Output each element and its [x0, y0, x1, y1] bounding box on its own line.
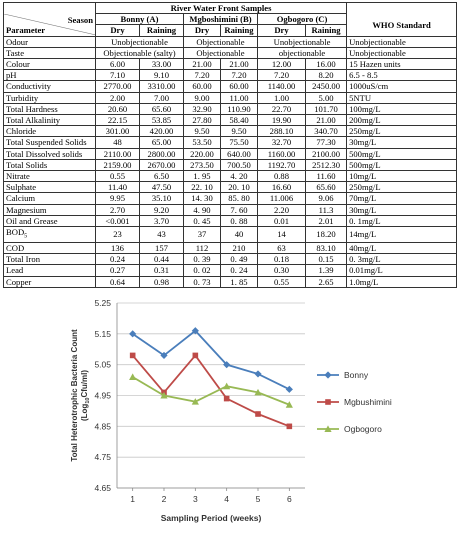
parameter-cell: Nitrate [4, 171, 96, 182]
parameter-cell: Calcium [4, 193, 96, 204]
value-cell: 420.00 [140, 126, 184, 137]
series-mgbushimini [130, 353, 292, 430]
value-cell: 8.20 [306, 70, 347, 81]
data-point-marker [255, 411, 261, 417]
value-cell: 3.70 [140, 215, 184, 226]
x-tick-label: 4 [224, 494, 230, 504]
value-cell: 6.50 [140, 171, 184, 182]
raining-header: Raining [221, 25, 258, 36]
y-axis-title-line1: Total Heterotrophic Bacteria Count [70, 329, 79, 462]
x-tick-label: 2 [161, 494, 167, 504]
value-cell: 11.60 [306, 171, 347, 182]
bacteria-count-chart [62, 297, 422, 533]
parameter-cell: Total Hardness [4, 103, 96, 114]
value-cell: 9.50 [221, 126, 258, 137]
site-header-c: Ogbogoro (C) [258, 14, 347, 25]
merged-value-cell: objectionable [258, 47, 347, 58]
value-cell: 2.70 [96, 204, 140, 215]
table-row [4, 92, 457, 103]
value-cell: 11.40 [96, 182, 140, 193]
value-cell: 110.90 [221, 103, 258, 114]
data-point-marker [254, 370, 261, 377]
value-cell: 75.50 [221, 137, 258, 148]
value-cell: 0. 45 [184, 215, 221, 226]
value-cell: 7.20 [258, 70, 306, 81]
value-cell: 32.70 [258, 137, 306, 148]
x-tick-label: 5 [255, 494, 261, 504]
x-tick-label: 3 [192, 494, 198, 504]
season-label: Season [67, 14, 93, 25]
value-cell: 0.55 [96, 171, 140, 182]
value-cell: 101.70 [306, 103, 347, 114]
parameter-cell: Taste [4, 47, 96, 58]
value-cell: 83.10 [306, 242, 347, 253]
value-cell: 0.55 [258, 276, 306, 287]
who-standard-cell: 30mg/L [347, 204, 457, 215]
parameter-cell: COD [4, 242, 96, 253]
who-standard-cell: 1.0mg/L [347, 276, 457, 287]
data-point-marker [129, 373, 136, 380]
value-cell: 9.00 [184, 92, 221, 103]
table-row [4, 227, 457, 243]
who-standard-cell: 1000uS/cm [347, 81, 457, 92]
value-cell: 14. 30 [184, 193, 221, 204]
table-row [4, 81, 457, 92]
value-cell: 19.90 [258, 115, 306, 126]
legend-label: Ogbogoro [344, 424, 382, 434]
value-cell: 65.00 [140, 137, 184, 148]
value-cell: 0.64 [96, 276, 140, 287]
site-header-b: Mgboshimini (B) [184, 14, 258, 25]
parameter-cell: Total Alkalinity [4, 115, 96, 126]
who-standard-cell: 70mg/L [347, 193, 457, 204]
value-cell: 6.00 [96, 59, 140, 70]
value-cell: 37 [184, 227, 221, 243]
value-cell: 22.70 [258, 103, 306, 114]
value-cell: 2770.00 [96, 81, 140, 92]
who-standard-header: WHO Standard [347, 14, 457, 36]
value-cell: 53.85 [140, 115, 184, 126]
table-row [4, 242, 457, 253]
value-cell: 60.00 [184, 81, 221, 92]
value-cell: 640.00 [221, 148, 258, 159]
value-cell: 288.10 [258, 126, 306, 137]
raining-header: Raining [140, 25, 184, 36]
series-line [133, 377, 290, 405]
chart-svg [62, 297, 422, 533]
value-cell: 40 [221, 227, 258, 243]
dry-header: Dry [184, 25, 221, 36]
value-cell: 4. 20 [221, 171, 258, 182]
data-point-marker [224, 396, 230, 402]
value-cell: 0.01 [258, 215, 306, 226]
parameter-label: Parameter [6, 25, 46, 36]
value-cell: 7.20 [221, 70, 258, 81]
merged-value-cell: Objectionable [184, 47, 258, 58]
value-cell: 21.00 [306, 115, 347, 126]
value-cell: 32.90 [184, 103, 221, 114]
parameter-cell: pH [4, 70, 96, 81]
table-row [4, 254, 457, 265]
x-tick-label: 1 [130, 494, 136, 504]
value-cell: 1160.00 [258, 148, 306, 159]
value-cell: 23 [96, 227, 140, 243]
value-cell: 1.39 [306, 265, 347, 276]
parameter-cell: Turbidity [4, 92, 96, 103]
table-title: River Water Front Samples [96, 3, 347, 14]
parameter-cell: Oil and Grease [4, 215, 96, 226]
value-cell: 20. 10 [221, 182, 258, 193]
who-standard-cell: Unobjectionable [347, 36, 457, 47]
who-standard-cell: 200mg/L [347, 115, 457, 126]
legend-swatch-marker [324, 371, 331, 378]
table-row [4, 193, 457, 204]
value-cell: 2.01 [306, 215, 347, 226]
value-cell: 700.50 [221, 159, 258, 170]
value-cell: 2110.00 [96, 148, 140, 159]
value-cell: 0.44 [140, 254, 184, 265]
value-cell: 2800.00 [140, 148, 184, 159]
value-cell: 53.50 [184, 137, 221, 148]
value-cell: 2450.00 [306, 81, 347, 92]
value-cell: 21.00 [184, 59, 221, 70]
who-standard-cell: 40mg/L [347, 242, 457, 253]
table-row [4, 182, 457, 193]
value-cell: 2100.00 [306, 148, 347, 159]
who-standard-cell: 0.01mg/L [347, 265, 457, 276]
table-row [4, 148, 457, 159]
value-cell: 14 [258, 227, 306, 243]
value-cell: 157 [140, 242, 184, 253]
value-cell: 7.00 [140, 92, 184, 103]
legend-label: Mgbushimini [344, 397, 392, 407]
who-standard-cell: 5NTU [347, 92, 457, 103]
who-standard-cell: 250mg/L [347, 182, 457, 193]
merged-value-cell: Objectionable (salty) [96, 47, 184, 58]
dry-header: Dry [258, 25, 306, 36]
value-cell: 33.00 [140, 59, 184, 70]
parameter-cell: Magnesium [4, 204, 96, 215]
value-cell: 18.20 [306, 227, 347, 243]
value-cell: 2512.30 [306, 159, 347, 170]
parameter-cell: Copper [4, 276, 96, 287]
table-row [4, 171, 457, 182]
x-tick-label: 6 [286, 494, 292, 504]
value-cell: 9.10 [140, 70, 184, 81]
data-point-marker [287, 424, 293, 430]
series-line [133, 331, 290, 390]
y-axis-title [70, 329, 91, 462]
value-cell: 58.40 [221, 115, 258, 126]
who-standard-cell: 100mg/L [347, 103, 457, 114]
value-cell: 16.00 [306, 59, 347, 70]
value-cell: 0.18 [258, 254, 306, 265]
parameter-text: BOD [6, 227, 25, 238]
parameter-cell: Odour [4, 36, 96, 47]
value-cell: 11.3 [306, 204, 347, 215]
value-cell: 1.00 [258, 92, 306, 103]
value-cell: 20.60 [96, 103, 140, 114]
y-tick-label: 4.65 [94, 483, 111, 493]
value-cell: 7.20 [184, 70, 221, 81]
who-standard-cell: 14mg/L [347, 227, 457, 243]
table-row [4, 204, 457, 215]
value-cell: 2159.00 [96, 159, 140, 170]
table-row [4, 59, 457, 70]
who-standard-cell: 0. 1mg/L [347, 215, 457, 226]
value-cell: 340.70 [306, 126, 347, 137]
value-cell: 63 [258, 242, 306, 253]
who-standard-cell: 10mg/L [347, 171, 457, 182]
parameter-cell: Chloride [4, 126, 96, 137]
data-point-marker [286, 386, 293, 393]
y-axis-title-subscript: 10 [85, 397, 91, 404]
parameter-cell: Conductivity [4, 81, 96, 92]
dry-header: Dry [96, 25, 140, 36]
site-header-a: Bonny (A) [96, 14, 184, 25]
value-cell: 210 [221, 242, 258, 253]
table-row [4, 159, 457, 170]
value-cell: 0.98 [140, 276, 184, 287]
value-cell: 0. 02 [184, 265, 221, 276]
value-cell: 65.60 [140, 103, 184, 114]
value-cell: 21.00 [221, 59, 258, 70]
value-cell: <0.001 [96, 215, 140, 226]
value-cell: 2670.00 [140, 159, 184, 170]
value-cell: 0.15 [306, 254, 347, 265]
value-cell: 0. 73 [184, 276, 221, 287]
parameter-cell: Total Iron [4, 254, 96, 265]
who-standard-cell: 500mg/L [347, 159, 457, 170]
data-point-marker [130, 353, 136, 359]
who-standard-cell: 250mg/L [347, 126, 457, 137]
value-cell: 9.50 [184, 126, 221, 137]
subscript: 5 [24, 233, 28, 240]
table-row [4, 47, 457, 58]
value-cell: 1140.00 [258, 81, 306, 92]
chart-canvas [62, 297, 422, 538]
value-cell: 0. 88 [221, 215, 258, 226]
value-cell: 112 [184, 242, 221, 253]
legend-swatch-marker [325, 399, 331, 405]
y-axis-title-line2b: Cfu/ml) [80, 369, 89, 398]
table-row [4, 265, 457, 276]
parameter-cell: Lead [4, 265, 96, 276]
value-cell: 43 [140, 227, 184, 243]
who-standard-cell: 30mg/L [347, 137, 457, 148]
table-row [4, 115, 457, 126]
value-cell: 9.95 [96, 193, 140, 204]
value-cell: 2.00 [96, 92, 140, 103]
table-body [4, 36, 457, 287]
value-cell: 3310.00 [140, 81, 184, 92]
y-axis-title-line2a: (Log [80, 403, 89, 422]
value-cell: 0. 49 [221, 254, 258, 265]
merged-value-cell: Unobjectionable [96, 36, 184, 47]
value-cell: 136 [96, 242, 140, 253]
value-cell: 273.50 [184, 159, 221, 170]
water-quality-table [3, 2, 457, 288]
value-cell: 1. 95 [184, 171, 221, 182]
parameter-cell: Colour [4, 59, 96, 70]
value-cell: 220.00 [184, 148, 221, 159]
blank-header-cell [347, 3, 457, 14]
y-tick-label: 4.95 [94, 390, 111, 401]
table-row [4, 215, 457, 226]
value-cell: 27.80 [184, 115, 221, 126]
season-parameter-corner [4, 14, 96, 36]
value-cell: 4. 90 [184, 204, 221, 215]
value-cell: 12.00 [258, 59, 306, 70]
series-bonny [129, 327, 293, 393]
y-tick-label: 4.75 [94, 452, 111, 463]
value-cell: 2.20 [258, 204, 306, 215]
merged-value-cell: Objectionable [184, 36, 258, 47]
value-cell: 22. 10 [184, 182, 221, 193]
value-cell: 9.20 [140, 204, 184, 215]
value-cell: 7.10 [96, 70, 140, 81]
data-point-marker [193, 353, 199, 359]
table-row [4, 103, 457, 114]
value-cell: 47.50 [140, 182, 184, 193]
who-standard-cell: 6.5 - 8.5 [347, 70, 457, 81]
value-cell: 0.27 [96, 265, 140, 276]
raining-header: Raining [306, 25, 347, 36]
value-cell: 11.00 [221, 92, 258, 103]
y-tick-label: 5.25 [94, 298, 111, 308]
blank-header-cell [4, 3, 96, 14]
value-cell: 0.30 [258, 265, 306, 276]
parameter-cell: Total Dissolved solids [4, 148, 96, 159]
value-cell: 48 [96, 137, 140, 148]
value-cell: 65.60 [306, 182, 347, 193]
value-cell: 22.15 [96, 115, 140, 126]
table-row [4, 36, 457, 47]
value-cell: 301.00 [96, 126, 140, 137]
parameter-cell: Total Solids [4, 159, 96, 170]
who-standard-cell: 15 Hazen units [347, 59, 457, 70]
legend-label: Bonny [344, 370, 369, 380]
x-axis-title: Sampling Period (weeks) [160, 513, 262, 523]
value-cell: 5.00 [306, 92, 347, 103]
y-tick-label: 5.05 [94, 359, 111, 370]
value-cell: 0. 24 [221, 265, 258, 276]
value-cell: 1192.70 [258, 159, 306, 170]
value-cell: 85. 80 [221, 193, 258, 204]
parameter-cell: Total Suspended Solids [4, 137, 96, 148]
table-row [4, 70, 457, 81]
value-cell: 16.60 [258, 182, 306, 193]
y-tick-label: 5.15 [94, 328, 111, 339]
table-row [4, 126, 457, 137]
value-cell: 2.65 [306, 276, 347, 287]
who-standard-cell: 500mg/L [347, 148, 457, 159]
value-cell: 11.006 [258, 193, 306, 204]
who-standard-cell: 0. 3mg/L [347, 254, 457, 265]
value-cell: 9.06 [306, 193, 347, 204]
parameter-cell [4, 227, 96, 243]
parameter-cell: Sulphate [4, 182, 96, 193]
table-row [4, 137, 457, 148]
y-tick-label: 4.85 [94, 421, 111, 432]
value-cell: 0.88 [258, 171, 306, 182]
value-cell: 1. 85 [221, 276, 258, 287]
merged-value-cell: Unobjectionable [258, 36, 347, 47]
table-row [4, 276, 457, 287]
value-cell: 0.24 [96, 254, 140, 265]
who-standard-cell: Unobjectionable [347, 47, 457, 58]
value-cell: 0.31 [140, 265, 184, 276]
value-cell: 35.10 [140, 193, 184, 204]
value-cell: 77.30 [306, 137, 347, 148]
value-cell: 0. 39 [184, 254, 221, 265]
value-cell: 60.00 [221, 81, 258, 92]
value-cell: 7. 60 [221, 204, 258, 215]
